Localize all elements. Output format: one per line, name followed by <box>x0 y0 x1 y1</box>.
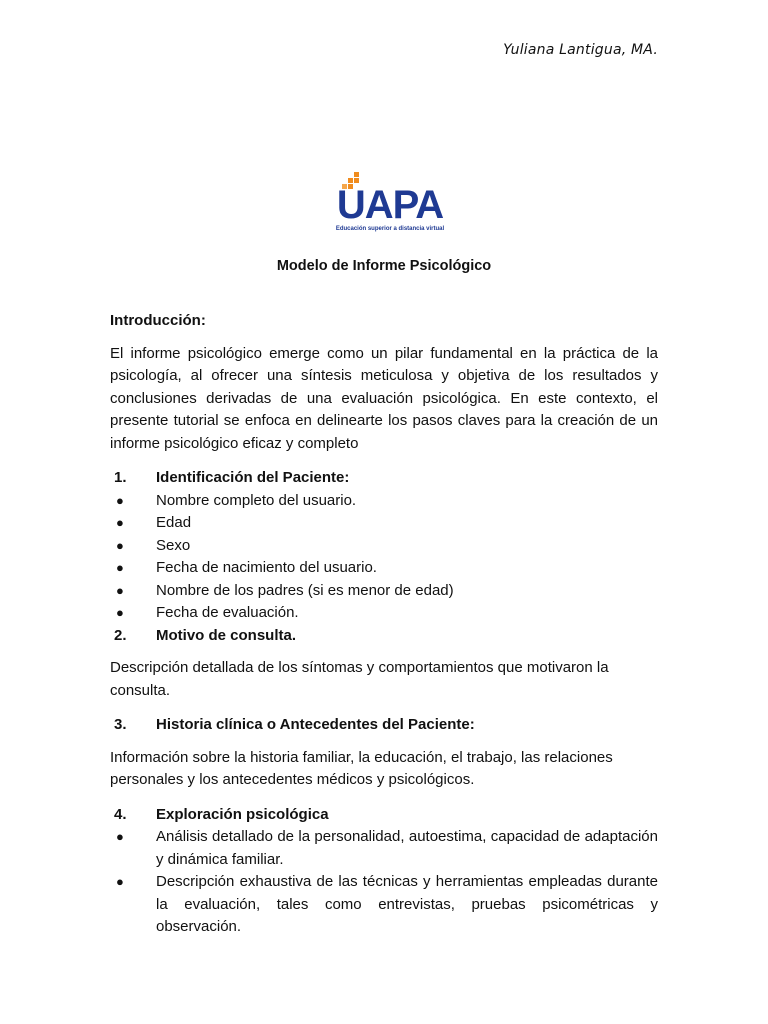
section-paragraph: Descripción detallada de los síntomas y comportamientos que motivaron la consulta. <box>110 659 609 699</box>
bullet-icon: ● <box>116 829 124 844</box>
section-heading <box>110 467 658 490</box>
bullet-icon: ● <box>116 582 124 598</box>
list-item: ● Análisis detallado de la personalidad, autoestima, capacidad de adaptación y dinámica familiar. <box>110 826 658 871</box>
section-number: 2. <box>114 626 127 644</box>
uapa-logo <box>332 170 448 234</box>
section-number: 1. <box>114 469 127 486</box>
author-name: Yuliana Lantigua, MA. <box>503 42 658 58</box>
document-body <box>110 310 658 939</box>
section-title: Motivo de consulta. <box>156 626 297 644</box>
svg-text:UAPA: UAPA <box>336 183 444 227</box>
list-item: ● Nombre de los padres (si es menor de edad) <box>110 580 658 603</box>
bullet-icon: ● <box>116 537 124 553</box>
list-item: ● Sexo <box>110 535 658 558</box>
bullet-icon: ● <box>116 492 124 508</box>
bullet-icon: ● <box>116 560 124 575</box>
section-title: Historia clínica o Antecedentes del Paciente: <box>156 716 475 733</box>
bullet-icon: ● <box>116 605 124 620</box>
intro-heading: Introducción: <box>110 312 206 329</box>
section-number: 3. <box>114 716 127 733</box>
list-item: ● Fecha de nacimiento del usuario. <box>110 557 658 580</box>
section-title: Exploración psicológica <box>156 805 329 823</box>
list-item: ● Descripción exhaustiva de las técnicas y herramientas empleadas durante la evaluación, tales como entrevistas, pruebas psicométricas y observación. <box>110 871 658 939</box>
list-item: ● Edad <box>110 512 658 535</box>
intro-paragraph: El informe psicológico emerge como un pilar fundamental en la práctica de la psicología, al ofrecer una síntesis meticulosa y objetiva de los resultados y conclusiones derivadas de una evaluación psicológica. En este contexto, el presente tutorial se enfoca en delinearte los pasos claves para la creación de un informe psicológico eficaz y completo <box>110 344 658 452</box>
list-item: ● Fecha de evaluación. <box>110 602 658 625</box>
section-title: Identificación del Paciente: <box>156 469 350 486</box>
list-item: ● Nombre completo del usuario. <box>110 490 658 513</box>
document-title: Modelo de Informe Psicológico <box>276 258 492 274</box>
section-number: 4. <box>114 805 127 823</box>
bullet-icon: ● <box>116 515 124 530</box>
svg-text:Educación superior a distancia: Educación superior a distancia virtual <box>335 226 445 232</box>
section-paragraph: Información sobre la historia familiar, la educación, el trabajo, las relaciones personales y los antecedentes médicos y psicológicos. <box>110 748 613 788</box>
section-heading <box>110 804 658 827</box>
section-heading <box>110 714 658 737</box>
bullet-icon: ● <box>116 874 124 889</box>
section-heading <box>110 625 658 648</box>
